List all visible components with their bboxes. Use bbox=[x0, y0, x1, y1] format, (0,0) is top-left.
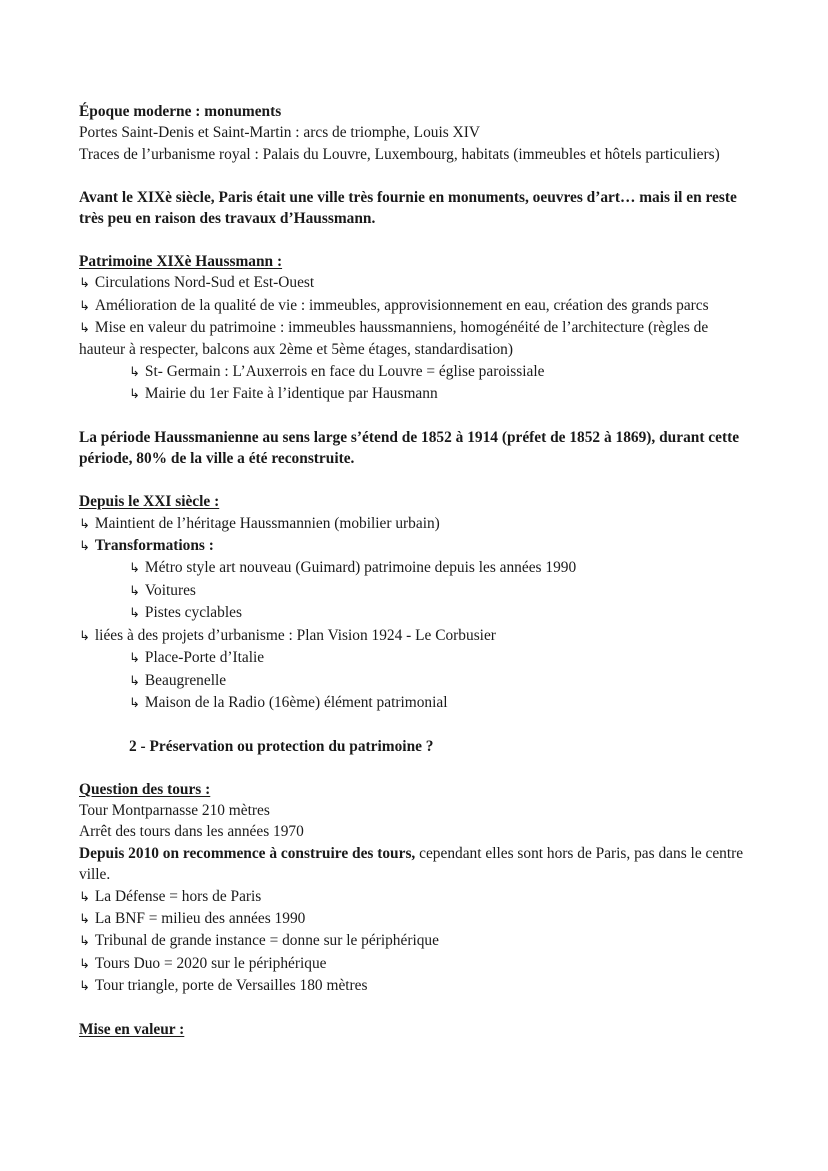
arrow-icon: ↳ bbox=[129, 606, 140, 622]
arrow-icon: ↳ bbox=[129, 583, 140, 599]
arrow-icon: ↳ bbox=[79, 539, 90, 555]
list-item: ↳ Tour triangle, porte de Versailles 180 mètres bbox=[79, 977, 368, 995]
arrow-icon: ↳ bbox=[79, 276, 90, 292]
section-title-towers: Question des tours : bbox=[79, 780, 211, 798]
arrow-icon: ↳ bbox=[79, 298, 90, 314]
arrow-icon: ↳ bbox=[129, 651, 140, 667]
list-item: ↳ Amélioration de la qualité de vie : immeubles, approvisionnement en eau, création des grands parcs bbox=[79, 296, 709, 314]
arrow-icon: ↳ bbox=[129, 387, 140, 403]
sub-list-item: ↳ Métro style art nouveau (Guimard) patrimoine depuis les années 1990 bbox=[129, 559, 577, 577]
section-title-modern-era: Époque moderne : monuments bbox=[79, 103, 282, 120]
text-line: Portes Saint-Denis et Saint-Martin : arcs de triomphe, Louis XIV bbox=[79, 124, 480, 142]
arrow-icon: ↳ bbox=[129, 673, 140, 689]
list-item: ↳ Circulations Nord-Sud et Est-Ouest bbox=[79, 274, 315, 292]
list-item: ↳ Mise en valeur du patrimoine : immeubles haussmanniens, homogénéité de l’architecture (règles de hauteur à respecter, balcons aux 2ème et 5ème étages, standardisation) bbox=[79, 319, 709, 359]
sub-list-item: ↳ Maison de la Radio (16ème) élément patrimonial bbox=[129, 693, 448, 711]
sub-list-item: ↳ Voitures bbox=[129, 581, 196, 599]
arrow-icon: ↳ bbox=[79, 934, 90, 950]
arrow-icon: ↳ bbox=[79, 516, 90, 532]
arrow-icon: ↳ bbox=[129, 695, 140, 711]
text-line: Arrêt des tours dans les années 1970 bbox=[79, 823, 304, 841]
arrow-icon: ↳ bbox=[129, 561, 140, 577]
list-item: ↳ Tours Duo = 2020 sur le périphérique bbox=[79, 954, 327, 972]
list-item: ↳ Maintient de l’héritage Haussmannien (mobilier urbain) bbox=[79, 514, 440, 532]
arrow-icon: ↳ bbox=[79, 321, 90, 337]
arrow-icon: ↳ bbox=[79, 911, 90, 927]
section-title-highlight: Mise en valeur : bbox=[79, 1020, 185, 1038]
sub-list-item: ↳ St- Germain : L’Auxerrois en face du Louvre = église paroissiale bbox=[129, 362, 545, 380]
sub-list-item: ↳ Mairie du 1er Faite à l’identique par Hausmann bbox=[129, 385, 438, 403]
sub-list-item: ↳ Beaugrenelle bbox=[129, 671, 227, 689]
document-body bbox=[79, 101, 751, 1040]
arrow-icon: ↳ bbox=[79, 979, 90, 995]
sub-list-item: ↳ Pistes cyclables bbox=[129, 604, 242, 622]
list-item: ↳ La Défense = hors de Paris bbox=[79, 887, 262, 905]
list-item: ↳ Transformations : bbox=[79, 537, 214, 555]
text-line: Tour Montparnasse 210 mètres bbox=[79, 801, 270, 819]
arrow-icon: ↳ bbox=[79, 956, 90, 972]
statement-paragraph: La période Haussmanienne au sens large s’étend de 1852 à 1914 (préfet de 1852 à 1869), durant cette période, 80% de la ville a été reconstruite. bbox=[79, 429, 740, 468]
section-title-21st-century: Depuis le XXI siècle : bbox=[79, 493, 220, 511]
subheading-preservation: 2 - Préservation ou protection du patrimoine ? bbox=[129, 737, 434, 755]
arrow-icon: ↳ bbox=[79, 889, 90, 905]
arrow-icon: ↳ bbox=[129, 364, 140, 380]
section-title-haussmann: Patrimoine XIXè Haussmann : bbox=[79, 252, 283, 270]
list-item: ↳ La BNF = milieu des années 1990 bbox=[79, 909, 306, 927]
list-item: ↳ Tribunal de grande instance = donne sur le périphérique bbox=[79, 932, 439, 950]
arrow-icon: ↳ bbox=[79, 628, 90, 644]
text-line: Traces de l’urbanisme royal : Palais du Louvre, Luxembourg, habitats (immeubles et hôtels particuliers) bbox=[79, 145, 720, 163]
list-item: ↳ liées à des projets d’urbanisme : Plan Vision 1924 - Le Corbusier bbox=[79, 626, 496, 644]
sub-list-item: ↳ Place-Porte d’Italie bbox=[129, 649, 265, 667]
statement-paragraph: Avant le XIXè siècle, Paris était une ville très fournie en monuments, oeuvres d’art… mais il en reste très peu en raison des travaux d’Haussmann. bbox=[79, 188, 737, 228]
text-paragraph: Depuis 2010 on recommence à construire des tours, cependant elles sont hors de Paris, pas dans le centre ville. bbox=[79, 844, 744, 884]
